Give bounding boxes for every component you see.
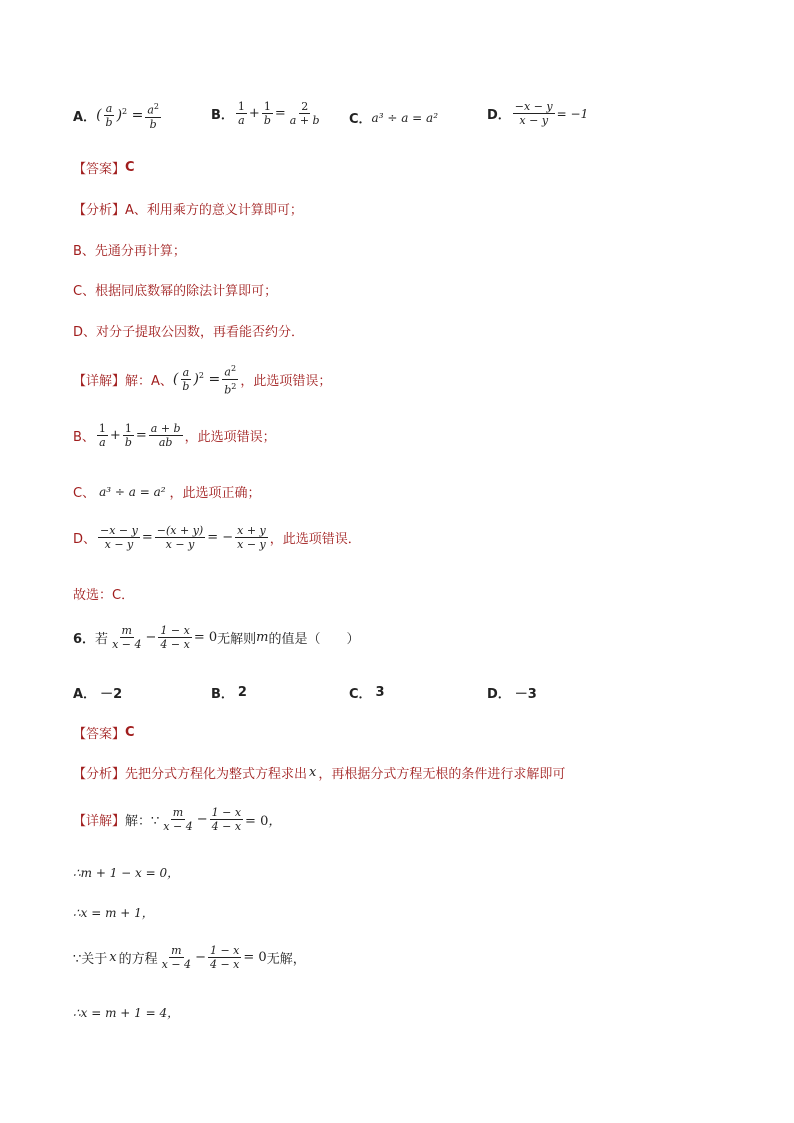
q6-option-b: B． 2	[211, 685, 247, 702]
q6-step-1: ∴m + 1 − x = 0，	[73, 866, 180, 880]
q5-analysis-1: 【分析】 A、利用乘方的意义计算即可；	[73, 203, 303, 218]
q5-detail-d: D、 $\frac{-x - y}{x - y}$ = $\frac{-(x + y)}{x - y}$ = − $\frac{x + y}{x - y}$ ，此选项错误．	[73, 524, 361, 551]
q5-detail-a: 【详解】 解：A、 ( $\frac{a}{b}$ )$^2$ = $\frac{a^2}{b^2}$ ，此选项错误；	[73, 364, 332, 397]
q6-stem: 6． 若 $\frac{m}{x - 4}$ − $\frac{1 - x}{4 - x}$ = 0 无解则 m 的值是（ ）	[73, 624, 360, 651]
q6-analysis: 【分析】 先把分式方程化为整式方程求出 x ，再根据分式方程无根的条件进行求解即可	[73, 765, 566, 782]
q6-option-d: D． －3	[487, 687, 537, 702]
q5-option-a-fraction-2: $\frac{a^2}{b}$	[147, 102, 159, 131]
q5-answer: 【答案】 C	[73, 160, 135, 177]
q6-option-c: C． 3	[349, 685, 385, 702]
q6-detail: 【详解】 解：∵ $\frac{m}{x - 4}$ − $\frac{1 - x}{4 - x}$ = 0，	[73, 806, 282, 833]
q5-analysis-3: C、根据同底数幂的除法计算即可；	[73, 284, 278, 299]
q5-option-a: A． ( $\frac{a}{b}$ )$^2$ = $\frac{a^2}{b}$	[73, 101, 159, 131]
q5-option-a-fraction-1: $\frac{a}{b}$	[105, 101, 113, 129]
q6-option-a: A． －2	[73, 687, 123, 702]
q6-step-4: ∴x = m + 1 = 4，	[73, 1006, 180, 1020]
q5-analysis-2: B、先通分再计算；	[73, 244, 186, 259]
q6-step-3: ∵关于 x 的方程 $\frac{m}{x - 4}$ − $\frac{1 - x}{4 - x}$ = 0 无解，	[73, 944, 306, 971]
q5-option-d: D． $\frac{-x - y}{x - y}$ = −1	[487, 100, 589, 127]
q5-detail-b: B、 $\frac{1}{a}$ + $\frac{1}{b}$ = $\frac{a + b}{ab}$ ，此选项错误；	[73, 422, 276, 449]
q5-conclusion: 故选：C．	[73, 588, 135, 603]
q6-answer: 【答案】 C	[73, 725, 135, 742]
q5-option-b: B． $\frac{1}{a}$ + $\frac{1}{b}$ = $\frac{2}{a + b}$	[211, 100, 320, 127]
q6-step-2: ∴x = m + 1，	[73, 906, 154, 920]
q5-detail-c: C、 a³ ÷ a = a² ，此选项正确；	[73, 484, 261, 501]
q5-option-c: C． a³ ÷ a = a²	[349, 110, 438, 127]
q5-analysis-4: D、对分子提取公因数，再看能否约分．	[73, 325, 305, 340]
